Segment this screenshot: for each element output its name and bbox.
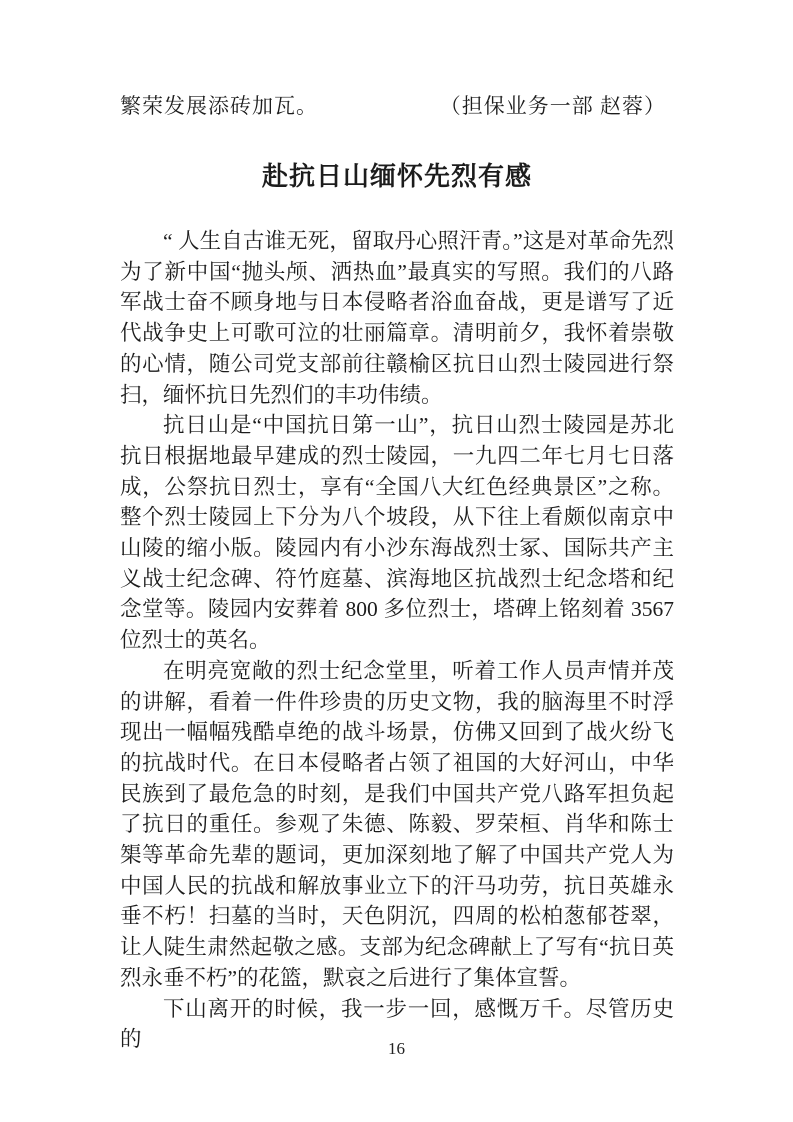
paragraph-1: “ 人生自古谁无死，留取丹心照汗青。”这是对革命先烈为了新中国“抛头颅、洒热血”最真实的写照。我们的八路军战士奋不顾身地与日本侵略者浴血奋战，更是谱写了近代战争史上可歌可泣的壮丽篇章。清明前夕，我怀着崇敬的心情，随公司党支部前往赣榆区抗日山烈士陵园进行祭扫，缅怀抗日先烈们的丰功伟绩。 (120, 229, 674, 407)
page-number: 16 (388, 1039, 405, 1058)
article-lead-line (120, 91, 674, 122)
article-body (120, 226, 674, 1055)
paragraph-4: 下山离开的时候，我一步一回，感慨万千。尽管历史的 (120, 996, 674, 1052)
page-content (120, 91, 674, 1055)
paragraph-3: 在明亮宽敞的烈士纪念堂里，听着工作人员声情并茂的讲解，看着一件件珍贵的历史文物，我的脑海里不时浮现出一幅幅残酷卓绝的战斗场景，仿佛又回到了战火纷飞的抗战时代。在日本侵略者占领了祖国的大好河山，中华民族到了最危急的时刻，是我们中国共产党八路军担负起了抗日的重任。参观了朱德、陈毅、罗荣桓、肖华和陈士榘等革命先辈的题词，更加深刻地了解了中国共产党人为中国人民的抗战和解放事业立下的汗马功劳，抗日英雄永垂不朽！扫墓的当时，天色阴沉，四周的松柏葱郁苍翠，让人陡生肃然起敬之感。支部为纪念碑献上了写有“抗日英烈永垂不朽”的花篮，默哀之后进行了集体宣誓。 (120, 658, 674, 990)
article-title: 赴抗日山缅怀先烈有感 (261, 161, 532, 191)
author-attribution: （担保业务一部 赵蓉） (439, 94, 666, 118)
prev-article-last-line: 繁荣发展添砖加瓦。 (120, 94, 318, 118)
paragraph-2: 抗日山是“中国抗日第一山”，抗日山烈士陵园是苏北抗日根据地最早建成的烈士陵园，一九四二年七月七日落成，公祭抗日烈士，享有“全国八大红色经典景区”之称。整个烈士陵园上下分为八个坡段，从下往上看颇似南京中山陵的缩小版。陵园内有小沙东海战烈士冢、国际共产主义战士纪念碑、符竹庭墓、滨海地区抗战烈士纪念塔和纪念堂等。陵园内安葬着 800 多位烈士，塔碑上铭刻着 3567 位烈士的英名。 (120, 413, 674, 653)
